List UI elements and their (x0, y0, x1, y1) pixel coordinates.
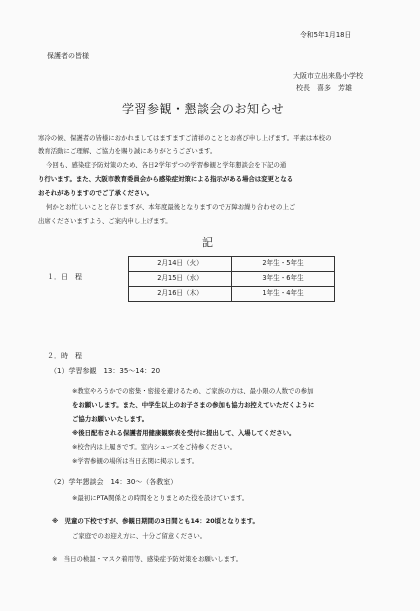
note-line: ※学習参観の場所は当日玄関に掲示します。 (72, 457, 199, 465)
intro-line-2: 教育活動にご理解、ご協力を賜り誠にありがとうございます。 (38, 147, 217, 155)
intro-line-5: おそれがありますのでご了承ください。 (38, 189, 154, 197)
schedule-date: 2月14日（火） (129, 257, 232, 272)
schedule-grades: 2年生・5年生 (232, 257, 335, 272)
document-title: 学習参観・懇談会のお知らせ (122, 102, 285, 116)
principal-name: 校長 喜多 芳雄 (296, 84, 352, 92)
table-row (129, 257, 335, 272)
note-line: ※最初にPTA関係との時間をとりまとめた役を設けています。 (72, 494, 249, 502)
note-line: ※ 当日の検温・マスク着用等、感染症予防対策をお願いします。 (52, 555, 243, 563)
schedule-table (128, 256, 335, 302)
ki-heading: 記 (202, 236, 213, 249)
intro-line-7: 出席くださいますよう、ご案内申し上げます。 (38, 217, 172, 225)
section1-label: １．日 程 (47, 273, 82, 281)
intro-line-3: 今回も、感染症予防対策のため、各日2学年ずつの学習参観と学年懇談会を下記の通 (46, 161, 287, 169)
note-line: ご協力お願いいたします。 (72, 415, 149, 423)
note-line: をお願いします。また、中学生以上のお子さまの参加も協力お控えていただくように (72, 401, 315, 409)
schedule-item-meeting: （2）学年懇談会 14：30～（各教室） (50, 478, 178, 486)
table-row (129, 272, 335, 287)
schedule-item-observation: （1）学習参観 13：35～14：20 (50, 367, 161, 375)
table-row (129, 287, 335, 302)
issue-date: 令和5年1月18日 (300, 31, 352, 39)
schedule-grades: 1年生・4年生 (232, 287, 335, 302)
school-name: 大阪市立出来島小学校 (293, 72, 363, 80)
note-line: ※ 児童の下校ですが、参観日期間の3日間とも14：20頃となります。 (52, 517, 259, 525)
note-line: ご家庭でのお迎え方に、十分ご留意ください。 (72, 532, 207, 540)
addressee: 保護者の皆様 (47, 52, 89, 60)
intro-line-4: り行います。また、大阪市教育委員会から感染症対策による指示がある場合は変更となる (38, 175, 294, 183)
schedule-grades: 3年生・6年生 (232, 272, 335, 287)
schedule-date: 2月15日（水） (129, 272, 232, 287)
note-line: ※後日配布される保護者用健康観察表を受付に提出して、入場してください。 (72, 429, 296, 437)
note-line: ※教室やろうかでの密集・密接を避けるため、ご家族の方は、最小限の人数での参加 (72, 387, 314, 395)
note-line: ※校舎内は上履きです。室内シューズをご持参ください。 (72, 443, 237, 451)
intro-line-1: 寒冷の候、保護者の皆様におかれましてはますますご清祥のこととお喜び申し上げます。平素は本校の (38, 134, 332, 142)
schedule-date: 2月16日（木） (129, 287, 232, 302)
intro-line-6: 何かとお忙しいことと存じますが、本年度最後となりますので万障お繰り合わせの上ご (46, 203, 296, 211)
section2-label: ２．時 程 (47, 352, 82, 360)
